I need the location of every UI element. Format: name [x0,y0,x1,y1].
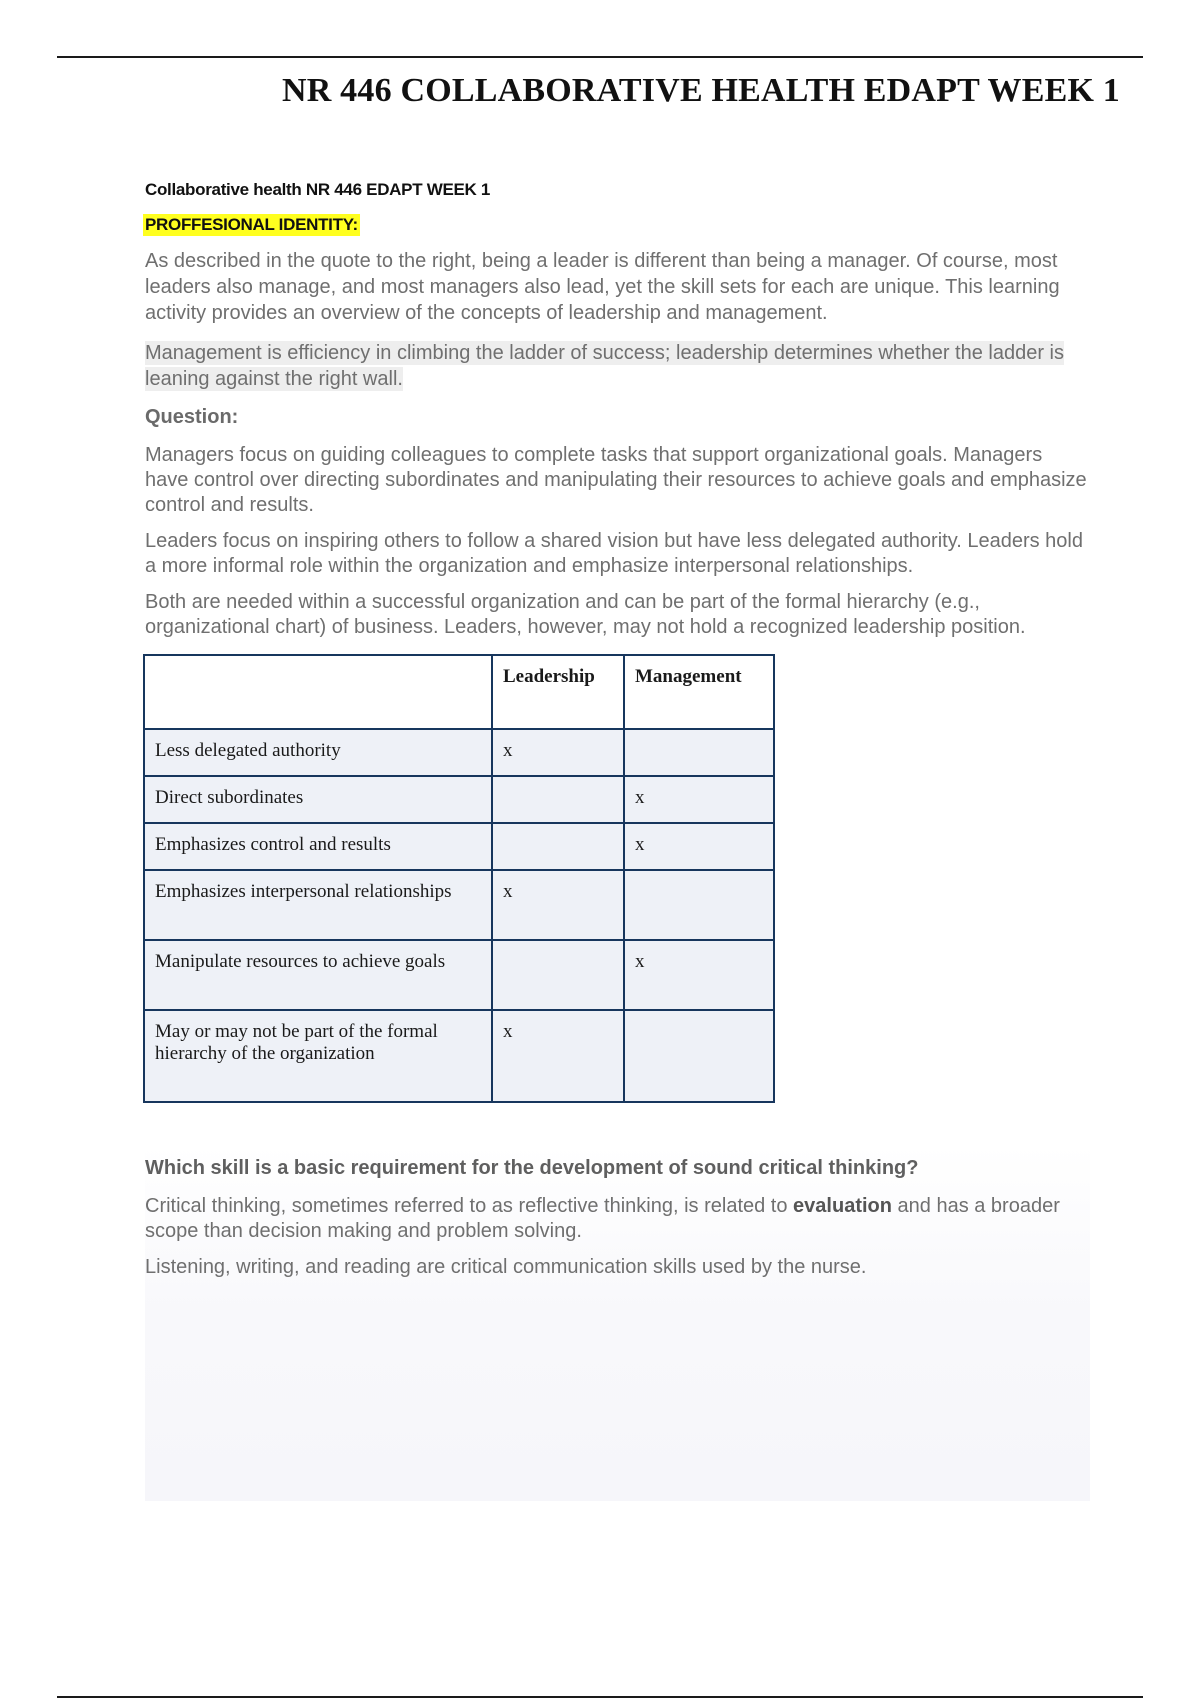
document-title: NR 446 COLLABORATIVE HEALTH EDAPT WEEK 1 [281,72,1120,109]
table-cell-feature: Emphasizes interpersonal relationships [144,870,492,940]
table-cell-management: x [624,940,774,1010]
top-rule [57,56,1143,58]
table-cell-management: x [624,776,774,823]
leadership-management-table [143,654,775,1103]
listening-paragraph: Listening, writing, and reading are critical communication skills used by the nurse. [145,1256,867,1278]
table-cell-feature: May or may not be part of the formal hierarchy of the organization [144,1010,492,1102]
both-paragraph: Both are needed within a successful organization and can be part of the formal hierarchy (e.g., organizational chart) of business. Leaders, however, may not hold a recognized leadership position. [145,591,1026,638]
table-cell-management [624,1010,774,1102]
question-heading: Question: [145,406,239,428]
managers-paragraph: Managers focus on guiding colleagues to complete tasks that support organizational goals. Managers have control over directing subordinates and manipulating their resources to achieve goals and emphasize control and results. [145,444,1087,516]
quote-paragraph [145,340,1090,392]
table-row [144,940,774,1010]
table-header-feature [144,655,492,729]
table-cell-leadership: x [492,870,624,940]
table-cell-feature: Direct subordinates [144,776,492,823]
critical-thinking-paragraph [145,1194,1090,1244]
document-subtitle: Collaborative health NR 446 EDAPT WEEK 1 [145,180,491,199]
leaders-paragraph: Leaders focus on inspiring others to follow a shared vision but have less delegated authority. Leaders hold a more informal role within the organization and emphasize interpersonal relationships. [145,530,1083,577]
table-cell-management: x [624,823,774,870]
intro-paragraph: As described in the quote to the right, being a leader is different than being a manager. Of course, most leaders also manage, and most managers also lead, yet the skill sets for each are unique. This learning activity provides an overview of the concepts of leadership and management. [145,250,1060,324]
critical-thinking-text-after: and has a broader scope than decision making and problem solving. [145,1195,1060,1242]
table-cell-leadership [492,776,624,823]
table-cell-leadership: x [492,1010,624,1102]
section-label-professional-identity: PROFFESIONAL IDENTITY: [145,215,358,234]
table-cell-management [624,729,774,776]
table-header-row [144,655,774,729]
document-content [145,180,1090,1501]
table-header-management: Management [624,655,774,729]
table-cell-management [624,870,774,940]
table-cell-leadership: x [492,729,624,776]
table-header-leadership: Leadership [492,655,624,729]
table-cell-feature: Manipulate resources to achieve goals [144,940,492,1010]
table-row [144,823,774,870]
table-row [144,1010,774,1102]
critical-thinking-bold: evaluation [793,1195,892,1217]
table-cell-leadership [492,823,624,870]
table-cell-leadership [492,940,624,1010]
table-row [144,776,774,823]
table-row [144,729,774,776]
critical-thinking-text-before: Critical thinking, sometimes referred to as reflective thinking, is related to [145,1195,794,1217]
bottom-rule [57,1696,1143,1698]
table-cell-feature: Less delegated authority [144,729,492,776]
table-cell-feature: Emphasizes control and results [144,823,492,870]
blank-area [145,1291,1090,1501]
table-row [144,870,774,940]
quote-text: Management is efficiency in climbing the ladder of success; leadership determines whether the ladder is leaning against the right wall. [145,342,1065,390]
critical-thinking-question: Which skill is a basic requirement for the development of sound critical thinking? [145,1157,919,1179]
